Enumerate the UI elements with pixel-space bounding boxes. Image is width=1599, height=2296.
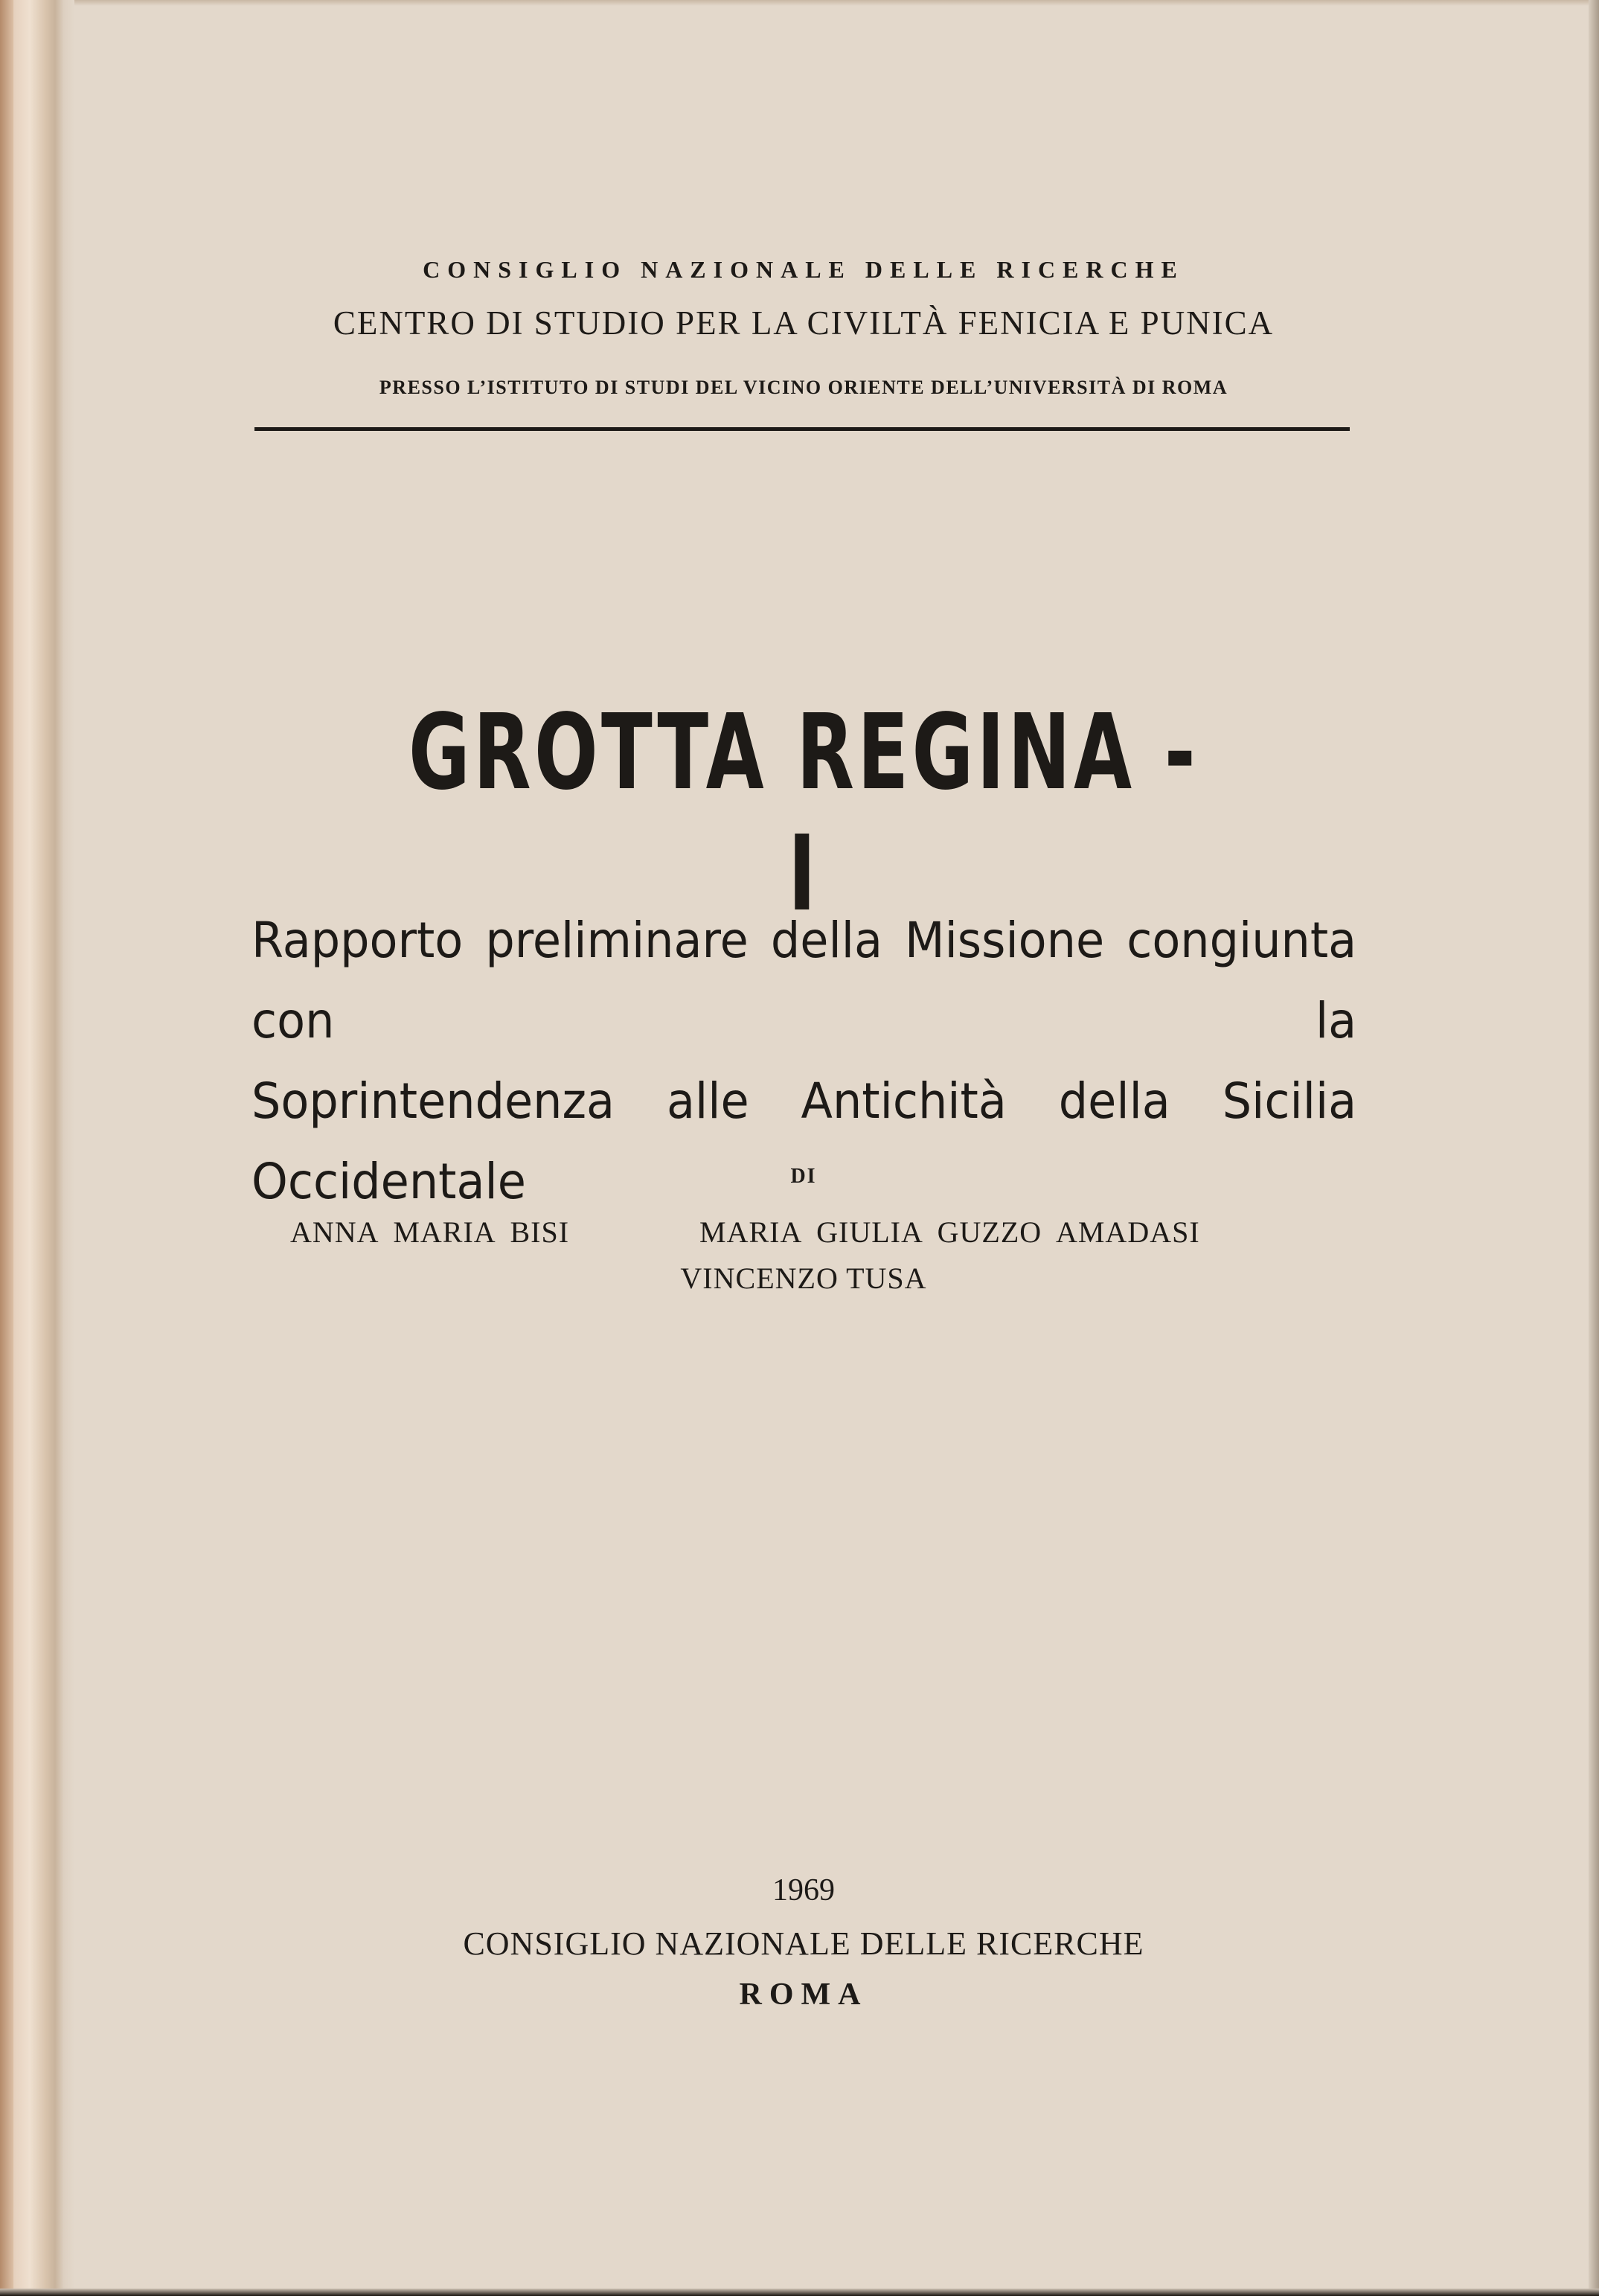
cover-top-edge (0, 0, 1599, 6)
author-name: MARIA GIULIA GUZZO AMADASI (699, 1215, 1200, 1249)
council-heading: CONSIGLIO NAZIONALE DELLE RICERCHE (423, 256, 1185, 283)
author-name: ANNA MARIA BISI (290, 1215, 570, 1249)
center-name: CENTRO DI STUDIO PER LA CIVILTÀ FENICIA E PUNICA (333, 304, 1275, 342)
cover-right-edge (1589, 0, 1599, 2296)
book-spine (0, 0, 74, 2296)
subtitle-line-2: Soprintendenza alle Antichità della Sicilia Occidentale (251, 1072, 1357, 1210)
book-title: GROTTA REGINA - I (408, 692, 1199, 935)
publisher-name: CONSIGLIO NAZIONALE DELLE RICERCHE (463, 1925, 1144, 1962)
cover-bottom-edge (0, 2289, 1599, 2296)
header-rule (254, 427, 1350, 431)
subtitle-line-1: Rapporto preliminare della Missione congiunta con la (251, 912, 1357, 1049)
by-label: DI (790, 1165, 817, 1188)
spine-edge (0, 0, 13, 2296)
author-name: VINCENZO TUSA (680, 1261, 927, 1295)
authors-row-2 (253, 1261, 1354, 1296)
institute-line: PRESSO L’ISTITUTO DI STUDI DEL VICINO ORIENTE DELL’UNIVERSITÀ DI ROMA (379, 377, 1228, 398)
publication-year: 1969 (772, 1873, 835, 1908)
publication-city: ROMA (739, 1977, 868, 2012)
